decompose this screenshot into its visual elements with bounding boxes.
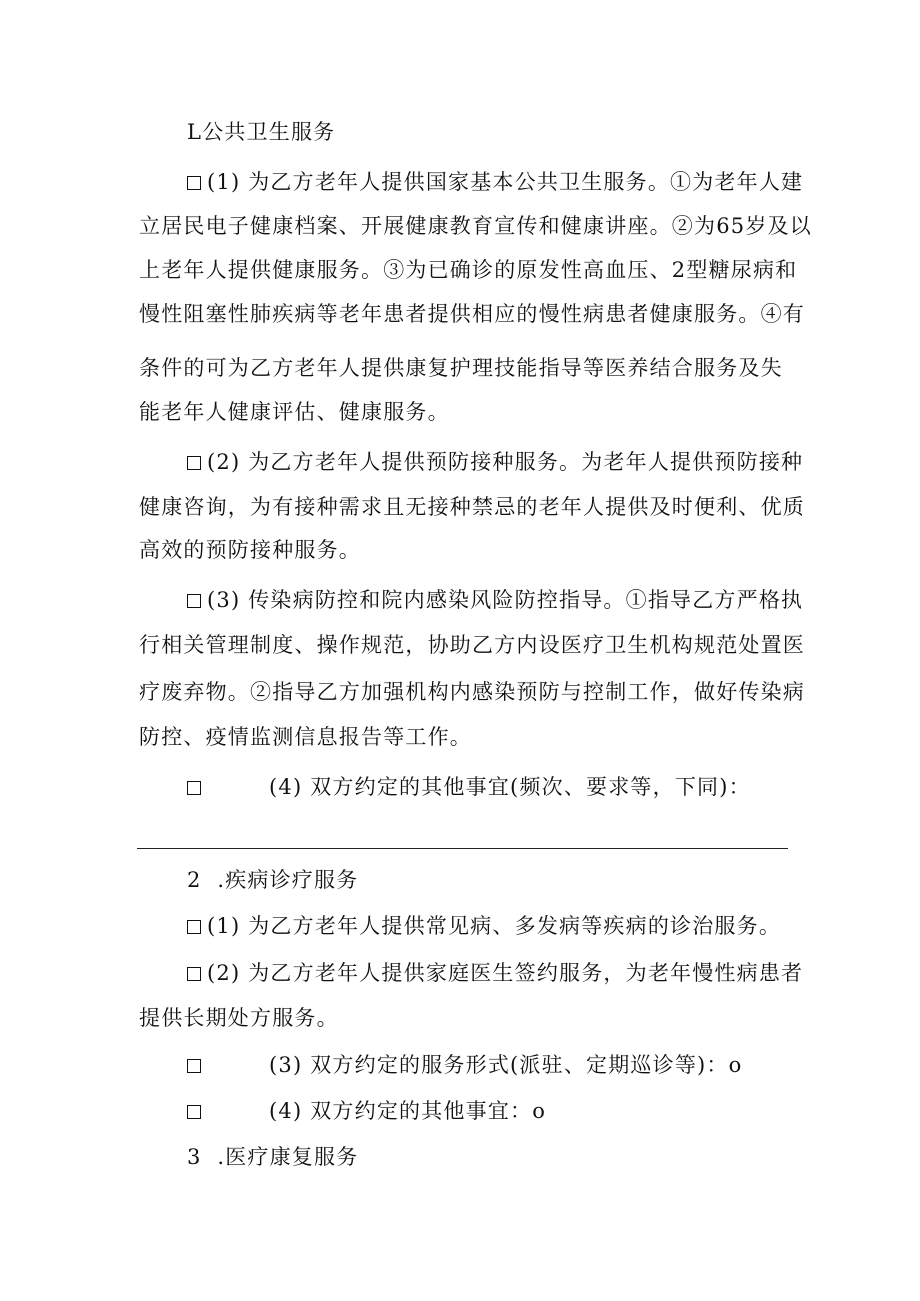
text-line: 能老年人健康评估、健康服务。 [139, 400, 450, 424]
text-line: 提供长期处方服务。 [139, 1006, 339, 1030]
service-item-1-2: (2) 为乙方老年人提供预防接种服务。为老年人提供预防接种 [187, 448, 803, 476]
text-line: 高效的预防接种服务。 [139, 538, 361, 562]
text-line: 行相关管理制度、操作规范，协助乙方内设医疗卫生机构规范处置医 [139, 633, 805, 657]
section-3-heading: 3 .医疗康复服务 [187, 1145, 359, 1169]
text-line: 立居民电子健康档案、开展健康教育宣传和健康讲座。②为65岁及以 [139, 214, 812, 238]
service-item-1-4: (4) 双方约定的其他事宜(频次、要求等，下同)： [187, 773, 751, 801]
checkbox[interactable] [187, 594, 201, 608]
service-item-2-1: (1) 为乙方老年人提供常见病、多发病等疾病的诊治服务。 [187, 912, 781, 940]
text-line: 健康咨询，为有接种需求且无接种禁忌的老年人提供及时便利、优质 [139, 495, 805, 519]
text-line: 慢性阻塞性肺疾病等老年患者提供相应的慢性病患者健康服务。④有 [139, 302, 805, 326]
text-line: 疗废弃物。②指导乙方加强机构内感染预防与控制工作，做好传染病 [139, 680, 805, 704]
checkbox[interactable] [187, 176, 201, 190]
section-2-heading: 2 .疾病诊疗服务 [187, 868, 359, 892]
checkbox[interactable] [187, 456, 201, 470]
checkbox[interactable] [187, 1059, 201, 1073]
text-line: 上老年人提供健康服务。③为已确诊的原发性高血压、2型糖尿病和 [139, 258, 798, 282]
section-1-heading: L公共卫生服务 [187, 120, 336, 144]
checkbox[interactable] [187, 781, 201, 795]
service-item-1-3: (3) 传染病防控和院内感染风险防控指导。①指导乙方严格执 [187, 586, 803, 614]
checkbox[interactable] [187, 1105, 201, 1119]
service-item-2-4: (4) 双方约定的其他事宜：o [187, 1097, 546, 1125]
text-line: 条件的可为乙方老年人提供康复护理技能指导等医养结合服务及失 [139, 356, 783, 380]
checkbox[interactable] [187, 967, 201, 981]
checkbox[interactable] [187, 920, 201, 934]
fill-in-line [137, 848, 788, 849]
text-line: 防控、疫情监测信息报告等工作。 [139, 725, 472, 749]
service-item-2-3: (3) 双方约定的服务形式(派驻、定期巡诊等)：o [187, 1051, 742, 1079]
service-item-1-1: (1) 为乙方老年人提供国家基本公共卫生服务。①为老年人建 [187, 168, 803, 196]
service-item-2-2: (2) 为乙方老年人提供家庭医生签约服务，为老年慢性病患者 [187, 959, 803, 987]
